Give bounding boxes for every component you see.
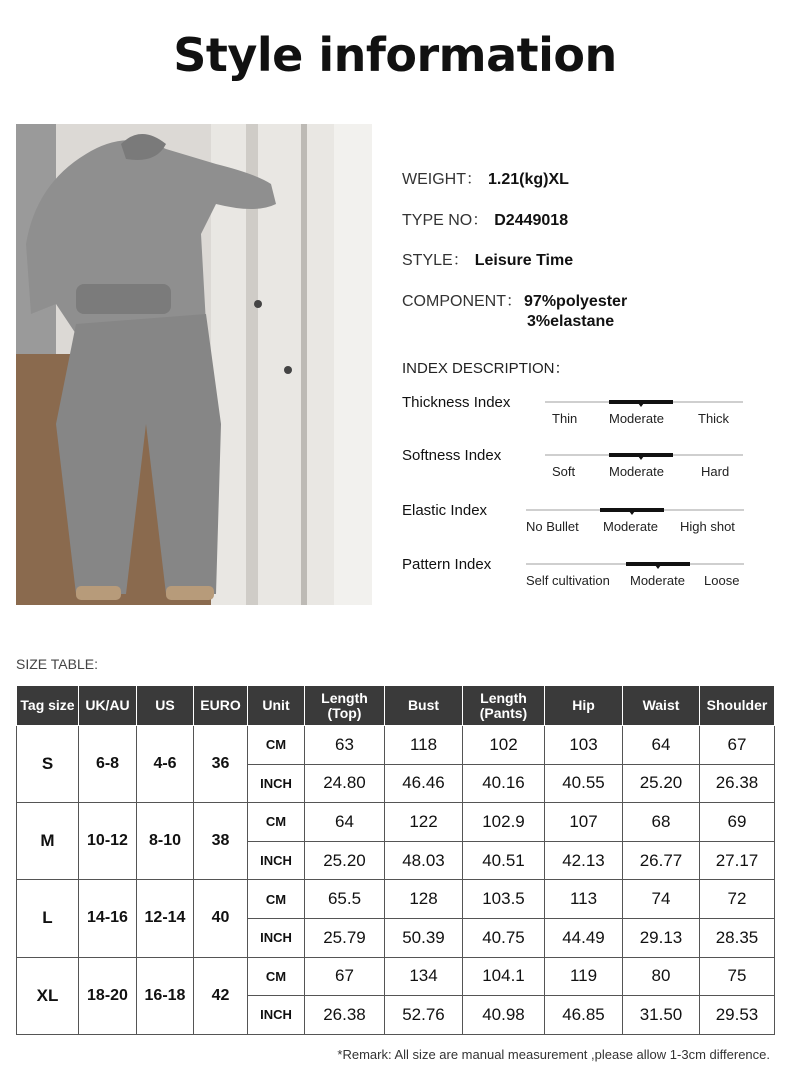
uk-cell: 6-8 [79, 726, 137, 803]
value-cell: 50.39 [385, 918, 463, 957]
pattern-option: Moderate [630, 573, 685, 588]
value-cell: 31.50 [623, 996, 700, 1035]
value-cell: 44.49 [545, 918, 623, 957]
type-no-label: TYPE NO： [402, 212, 489, 229]
value-cell: 28.35 [700, 918, 775, 957]
header-cell: Shoulder [700, 686, 775, 726]
value-cell: 75 [700, 957, 775, 996]
value-cell: 25.20 [305, 841, 385, 880]
unit-cell: CM [248, 803, 305, 842]
pattern-option: Self cultivation [526, 573, 610, 588]
elastic-option: Moderate [603, 519, 658, 534]
value-cell: 26.38 [700, 764, 775, 803]
pattern-index-label: Pattern Index [402, 556, 492, 573]
uk-cell: 18-20 [79, 957, 137, 1034]
weight-value: 1.21(kg)XL [488, 171, 569, 188]
value-cell: 63 [305, 726, 385, 765]
value-cell: 29.53 [700, 996, 775, 1035]
uk-cell: 14-16 [79, 880, 137, 957]
value-cell: 48.03 [385, 841, 463, 880]
table-row [17, 803, 775, 842]
unit-cell: INCH [248, 764, 305, 803]
value-cell: 104.1 [463, 957, 545, 996]
pattern-index-scale [526, 563, 744, 593]
euro-cell: 40 [194, 880, 248, 957]
value-cell: 40.51 [463, 841, 545, 880]
value-cell: 68 [623, 803, 700, 842]
elastic-selected-marker [600, 508, 664, 512]
header-cell: Length (Pants) [463, 686, 545, 726]
value-cell: 103 [545, 726, 623, 765]
value-cell: 113 [545, 880, 623, 919]
tag-size-cell: M [17, 803, 79, 880]
header-cell: UK/AU [79, 686, 137, 726]
value-cell: 64 [305, 803, 385, 842]
thickness-option: Moderate [609, 411, 664, 426]
value-cell: 102.9 [463, 803, 545, 842]
thickness-option: Thick [698, 411, 730, 426]
size-table-caption: SIZE TABLE: [16, 656, 98, 672]
uk-cell: 10-12 [79, 803, 137, 880]
euro-cell: 36 [194, 726, 248, 803]
header-cell: Length (Top) [305, 686, 385, 726]
table-row [17, 726, 775, 765]
euro-cell: 42 [194, 957, 248, 1034]
value-cell: 40.55 [545, 764, 623, 803]
value-cell: 40.75 [463, 918, 545, 957]
value-cell: 64 [623, 726, 700, 765]
value-cell: 134 [385, 957, 463, 996]
us-cell: 4-6 [137, 726, 194, 803]
softness-option: Moderate [609, 464, 664, 479]
value-cell: 80 [623, 957, 700, 996]
unit-cell: CM [248, 880, 305, 919]
header-cell: Waist [623, 686, 700, 726]
tag-size-cell: XL [17, 957, 79, 1034]
value-cell: 128 [385, 880, 463, 919]
header-cell: US [137, 686, 194, 726]
size-table [16, 685, 775, 1035]
value-cell: 119 [545, 957, 623, 996]
us-cell: 16-18 [137, 957, 194, 1034]
value-cell: 46.46 [385, 764, 463, 803]
header-cell: Bust [385, 686, 463, 726]
thickness-index-scale [545, 401, 743, 431]
thickness-selected-marker [609, 400, 673, 404]
value-cell: 118 [385, 726, 463, 765]
value-cell: 40.98 [463, 996, 545, 1035]
softness-option: Hard [701, 464, 730, 479]
header-cell: Unit [248, 686, 305, 726]
size-table-header [17, 686, 775, 726]
softness-option: Soft [552, 464, 576, 479]
elastic-index-scale [526, 509, 744, 539]
unit-cell: CM [248, 726, 305, 765]
value-cell: 25.20 [623, 764, 700, 803]
elastic-option: High shot [680, 519, 735, 534]
softness-index-label: Softness Index [402, 447, 502, 464]
component-value-2: 3%elastane [527, 313, 615, 330]
value-cell: 24.80 [305, 764, 385, 803]
style-row [402, 247, 573, 270]
value-cell: 107 [545, 803, 623, 842]
unit-cell: INCH [248, 918, 305, 957]
softness-selected-marker [609, 453, 673, 457]
header-cell: Hip [545, 686, 623, 726]
type-no-value: D2449018 [494, 212, 569, 229]
value-cell: 122 [385, 803, 463, 842]
value-cell: 67 [700, 726, 775, 765]
unit-cell: INCH [248, 841, 305, 880]
softness-index-scale [545, 454, 743, 484]
value-cell: 103.5 [463, 880, 545, 919]
value-cell: 52.76 [385, 996, 463, 1035]
pattern-option: Loose [704, 573, 740, 588]
value-cell: 69 [700, 803, 775, 842]
component-row [402, 288, 627, 331]
value-cell: 102 [463, 726, 545, 765]
elastic-option: No Bullet [526, 519, 579, 534]
value-cell: 26.38 [305, 996, 385, 1035]
index-heading: INDEX DESCRIPTION： [402, 360, 570, 377]
product-photo [16, 124, 372, 605]
us-cell: 8-10 [137, 803, 194, 880]
tag-size-cell: S [17, 726, 79, 803]
table-row [17, 957, 775, 996]
value-cell: 46.85 [545, 996, 623, 1035]
table-row [17, 880, 775, 919]
value-cell: 26.77 [623, 841, 700, 880]
value-cell: 29.13 [623, 918, 700, 957]
weight-label: WEIGHT： [402, 171, 482, 188]
component-label: COMPONENT： [402, 293, 523, 310]
elastic-index-label: Elastic Index [402, 502, 488, 519]
weight-row [402, 166, 569, 189]
thickness-option: Thin [552, 411, 578, 426]
value-cell: 67 [305, 957, 385, 996]
pattern-selected-marker [626, 562, 690, 566]
unit-cell: CM [248, 957, 305, 996]
style-label: STYLE： [402, 252, 469, 269]
thickness-index-label: Thickness Index [402, 394, 511, 411]
value-cell: 40.16 [463, 764, 545, 803]
us-cell: 12-14 [137, 880, 194, 957]
page-title: Style information [173, 28, 617, 82]
type-no-row [402, 207, 568, 230]
remark-note: *Remark: All size are manual measurement ,please allow 1-3cm difference. [337, 1047, 770, 1062]
value-cell: 72 [700, 880, 775, 919]
value-cell: 74 [623, 880, 700, 919]
header-cell: Tag size [17, 686, 79, 726]
style-value: Leisure Time [474, 252, 574, 269]
header-cell: EURO [194, 686, 248, 726]
unit-cell: INCH [248, 996, 305, 1035]
value-cell: 42.13 [545, 841, 623, 880]
value-cell: 25.79 [305, 918, 385, 957]
euro-cell: 38 [194, 803, 248, 880]
component-value: 97%polyester [524, 293, 628, 310]
value-cell: 27.17 [700, 841, 775, 880]
value-cell: 65.5 [305, 880, 385, 919]
tag-size-cell: L [17, 880, 79, 957]
